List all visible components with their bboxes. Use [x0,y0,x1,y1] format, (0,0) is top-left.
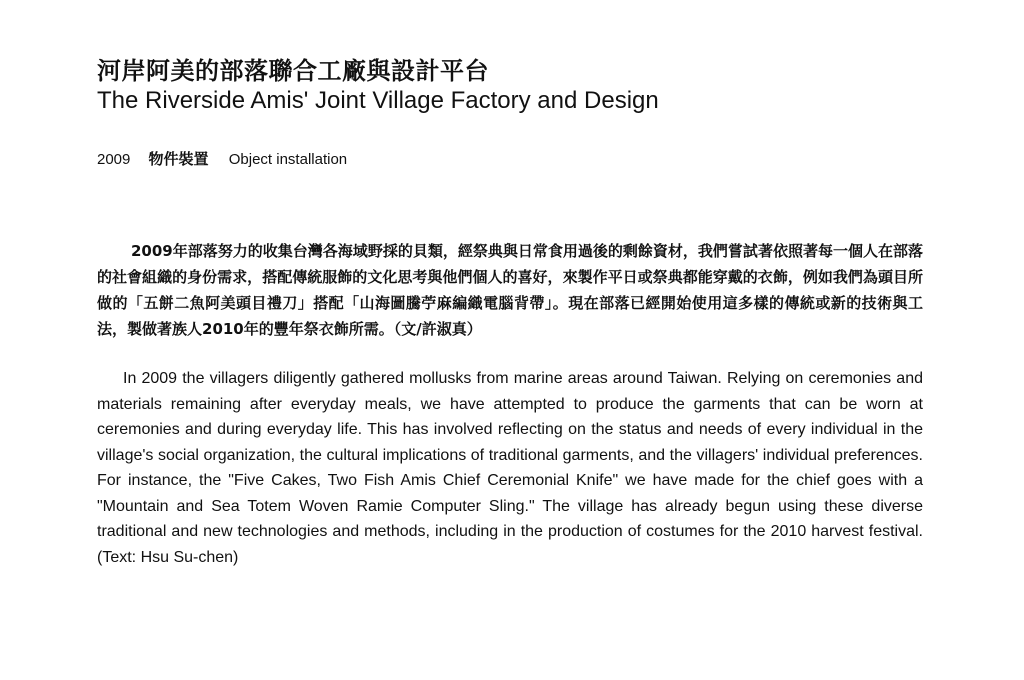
description-english: In 2009 the villagers diligently gathered mollusks from marine areas around Taiwan. Relying on ceremonies and materials remaining after everyday meals, we have attempted to produce the garments that can be worn at ceremonies and during everyday life. This has involved reflecting on the status and needs of every individual in the village's social organization, the cultural implications of traditional garments, and the villagers' individual preferences. For instance, the "Five Cakes, Two Fish Amis Chief Ceremonial Knife" we have made for the chief goes with a "Mountain and Sea Totem Woven Ramie Computer Sling." The village has already begun using these diverse traditional and new technologies and methods, including in the production of costumes for the 2010 harvest festival. (Text: Hsu Su-chen) [97,370,923,566]
work-meta [97,149,923,170]
page-title-chinese: 河岸阿美的部落聯合工廠與設計平台 [97,57,489,85]
document-page [97,56,923,570]
description-chinese: 2009年部落努力的收集台灣各海域野採的貝類，經祭典與日常食用過後的剩餘資材，我們嘗試著依照著每一個人在部落的社會組織的身份需求，搭配傳統服飾的文化思考與他們個人的喜好，來製作平日或祭典都能穿戴的衣飾，例如我們為頭目所做的「五餅二魚阿美頭目禮刀」搭配「山海圖騰苧麻編織電腦背帶」。現在部落已經開始使用這多樣的傳統或新的技術與工法，製做著族人2010年的豐年祭衣飾所需。（文/許淑真） [97,242,923,338]
work-category-chinese: 物件裝置 [148,150,209,168]
page-title-english: The Riverside Amis' Joint Village Factory and Design [97,87,659,114]
work-category-english: Object installation [228,151,348,168]
work-year: 2009 [97,151,131,168]
